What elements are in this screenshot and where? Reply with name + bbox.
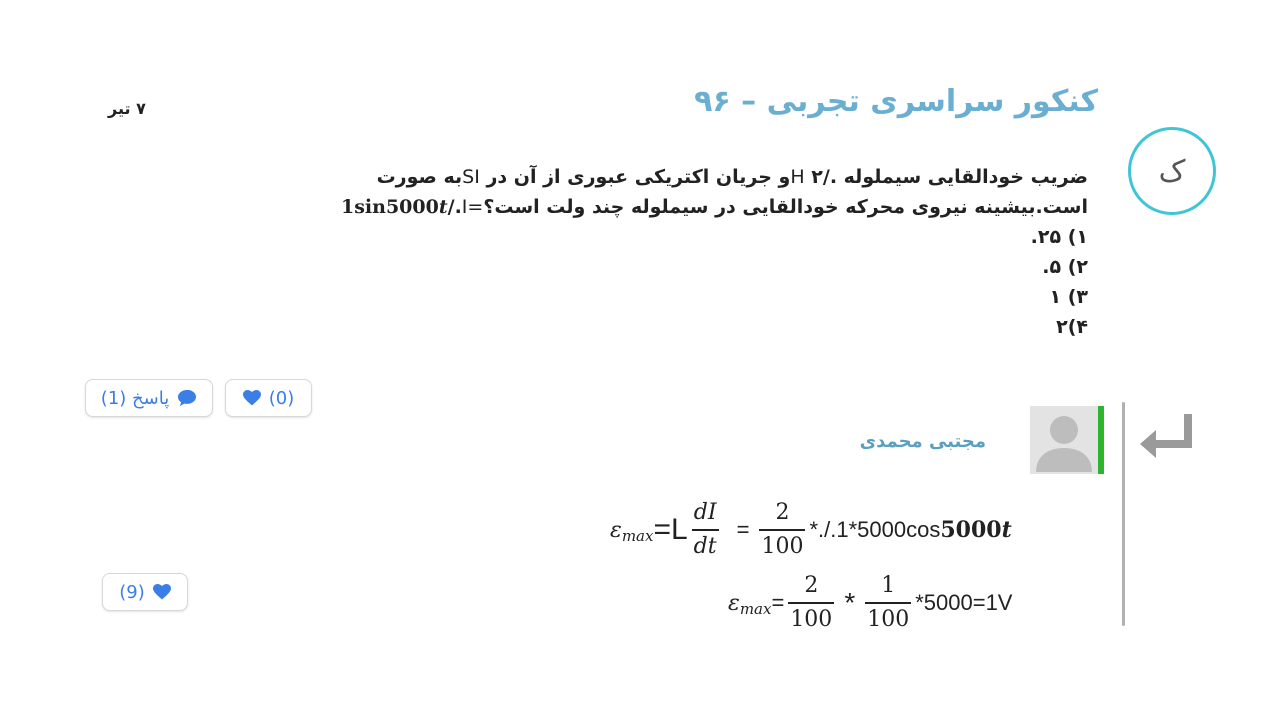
fraction-dI-dt	[692, 497, 719, 563]
question-fragment: ./	[447, 196, 462, 218]
fraction-2-100	[759, 497, 805, 563]
question-fragment: و جریان اکتریکی عبوری از آن در	[479, 166, 791, 188]
fraction-numerator: 2	[775, 500, 790, 525]
equation-text: =	[771, 590, 785, 615]
question-formula: 1sin5000	[341, 196, 439, 218]
reply-thread-divider	[1122, 402, 1125, 626]
option-3: ۳) ۱	[1049, 286, 1088, 308]
epsilon-symbol: ε	[610, 517, 622, 543]
like-count: (0)	[268, 387, 295, 409]
comment-icon	[177, 389, 197, 407]
reply-button[interactable]	[85, 379, 213, 417]
option-1: ۱) ۲۵.	[1030, 226, 1088, 248]
answer-author-name[interactable]: مجتبی محمدی	[859, 431, 986, 452]
question-line-2	[328, 192, 1088, 222]
avatar-letter-text: ک	[1158, 153, 1186, 189]
equation-text: =	[736, 517, 750, 542]
question-fragment: ۲	[804, 166, 823, 188]
user-avatar-icon[interactable]	[1030, 406, 1104, 474]
epsilon-subscript: max	[739, 600, 772, 618]
option-4: ۴)۲	[1056, 316, 1088, 338]
equation-text: =L	[653, 513, 688, 546]
answer-like-count: (9)	[119, 581, 145, 603]
equation-text: *5000=1V	[915, 590, 1013, 615]
question-fragment: ضریب خودالقایی سیملوله ./	[822, 166, 1088, 188]
option-2: ۲) ۵.	[1042, 256, 1088, 278]
question-text	[328, 162, 1088, 342]
like-button[interactable]	[225, 379, 312, 417]
heart-icon	[153, 584, 171, 600]
answer-equation-2	[728, 570, 1012, 636]
equation-text: *	[844, 587, 856, 618]
fraction-denominator: 100	[865, 602, 911, 636]
epsilon-symbol: ε	[728, 590, 740, 616]
fraction-numerator: 1	[881, 573, 896, 598]
fraction-numerator: dI	[693, 500, 717, 525]
question-fragment: است.بیشینه نیروی محرکه خودالقایی در سیملوله چند ولت است؟	[483, 196, 1088, 218]
author-avatar-letter	[1128, 127, 1216, 215]
fraction-1-100	[865, 570, 911, 636]
fraction-numerator: 2	[804, 573, 819, 598]
heart-icon	[243, 390, 261, 406]
question-unit: SI	[462, 166, 480, 188]
fraction-denominator: dt	[692, 529, 719, 563]
question-line-1	[328, 162, 1088, 192]
epsilon-subscript: max	[621, 527, 654, 545]
post-date: ۷ تیر	[108, 99, 146, 118]
equation-var: t	[1001, 517, 1012, 543]
fraction-denominator: 100	[759, 529, 805, 563]
fraction-denominator: 100	[788, 602, 834, 636]
question-unit: H	[790, 166, 805, 188]
answer-equation-1	[610, 497, 1012, 563]
question-fragment: =I	[461, 196, 484, 218]
equation-text: *./.1*5000cos	[809, 517, 941, 542]
question-formula-var: t	[438, 196, 448, 218]
equation-text: 5000	[940, 517, 1002, 543]
post-title: کنکور سراسری تجربی – ۹۶	[694, 84, 1098, 119]
answer-like-button[interactable]	[102, 573, 188, 611]
question-fragment: به صورت	[376, 166, 463, 188]
reply-button-label: پاسخ (1)	[100, 387, 170, 409]
reply-arrow-icon	[1138, 410, 1194, 460]
fraction-2-100	[788, 570, 834, 636]
